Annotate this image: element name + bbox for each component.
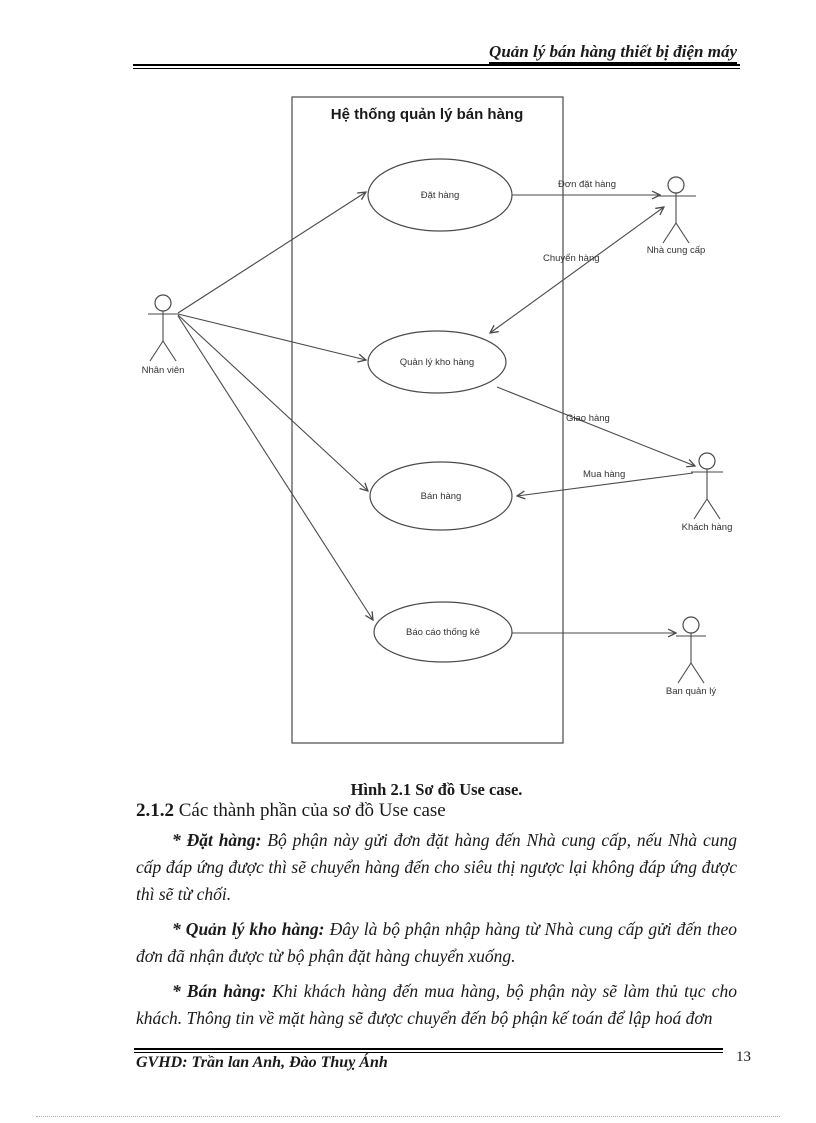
paragraph-body: Khi khách hàng đến mua hàng, bộ phận này sẽ làm thủ tục cho khách. Thông tin về mặt hàng sẽ được chuyển đến bộ phận kế toán để lập hoá đơn bbox=[136, 981, 738, 1028]
usecase-ban-hang bbox=[370, 462, 512, 530]
actor-label: Nhà cung cấp bbox=[646, 245, 706, 256]
section-title: Các thành phần của sơ đồ Use case bbox=[174, 800, 446, 821]
actor-label: Khách hàng bbox=[681, 522, 733, 533]
usecase-quan-ly-kho-hang bbox=[368, 331, 506, 393]
figure-caption: Hình 2.1 Sơ đồ Use case. bbox=[350, 780, 523, 799]
page-number: 13 bbox=[736, 1049, 751, 1065]
system-title: Hệ thống quản lý bán hàng bbox=[330, 106, 524, 123]
header-rule bbox=[133, 64, 740, 69]
header-title: Quản lý bán hàng thiết bị điện máy bbox=[489, 42, 737, 64]
actor-head bbox=[699, 453, 715, 469]
flow-label-chuyen-hang: Chuyển hàng bbox=[543, 253, 600, 264]
use-case-diagram bbox=[0, 85, 816, 765]
paragraph-lead: * Bán hàng: bbox=[172, 981, 267, 1001]
usecase-label: Báo cáo thống kê bbox=[406, 627, 480, 638]
flow-label-mua-hang: Mua hàng bbox=[583, 469, 626, 480]
actor-head bbox=[155, 295, 171, 311]
paragraph-ban-hang bbox=[136, 978, 737, 1032]
paragraph-lead: * Đặt hàng: bbox=[172, 830, 262, 850]
flow-label-giao-hang: Giao hàng bbox=[566, 413, 610, 424]
footer-rule bbox=[134, 1048, 723, 1053]
paragraph-dat-hang bbox=[136, 827, 737, 908]
bottom-dotted-rule bbox=[36, 1116, 780, 1117]
paragraph-body: Bộ phận này gửi đơn đặt hàng đến Nhà cung cấp, nếu Nhà cung cấp đáp ứng được thì sẽ chuyển hàng đến cho siêu thị ngược lại không đáp ứng được thì sẽ từ chối. bbox=[136, 830, 738, 904]
section-heading bbox=[136, 800, 756, 822]
actor-label: Nhân viên bbox=[141, 365, 185, 376]
usecase-label: Đặt hàng bbox=[420, 190, 460, 201]
paragraph-lead: * Quản lý kho hàng: bbox=[172, 919, 325, 939]
actor-head bbox=[668, 177, 684, 193]
usecase-label: Bán hàng bbox=[420, 491, 462, 502]
actor-khach-hang bbox=[682, 453, 733, 533]
body-text bbox=[136, 827, 737, 1040]
page-header bbox=[136, 42, 737, 62]
usecase-dat-hang bbox=[368, 159, 512, 231]
usecase-bao-cao-thong-ke bbox=[374, 602, 512, 662]
actor-nhan-vien bbox=[142, 295, 185, 376]
paragraph-quan-ly-kho-hang bbox=[136, 916, 737, 970]
actor-head bbox=[683, 617, 699, 633]
paragraph-body: Đây là bộ phận nhập hàng từ Nhà cung cấp gửi đến theo đơn đã nhận được từ bộ phận đặt hàng chuyển xuống. bbox=[136, 919, 738, 966]
footer-advisor: GVHD: Trần lan Anh, Đào Thuỵ Ánh bbox=[136, 1054, 388, 1071]
actor-label: Ban quản lý bbox=[665, 686, 717, 697]
actor-ban-quan-ly bbox=[666, 617, 716, 697]
flow-label-don-dat-hang: Đơn đặt hàng bbox=[558, 179, 616, 190]
actor-nha-cung-cap bbox=[647, 177, 706, 256]
section-number: 2.1.2 bbox=[136, 800, 174, 821]
usecase-label: Quản lý kho hàng bbox=[399, 357, 475, 368]
